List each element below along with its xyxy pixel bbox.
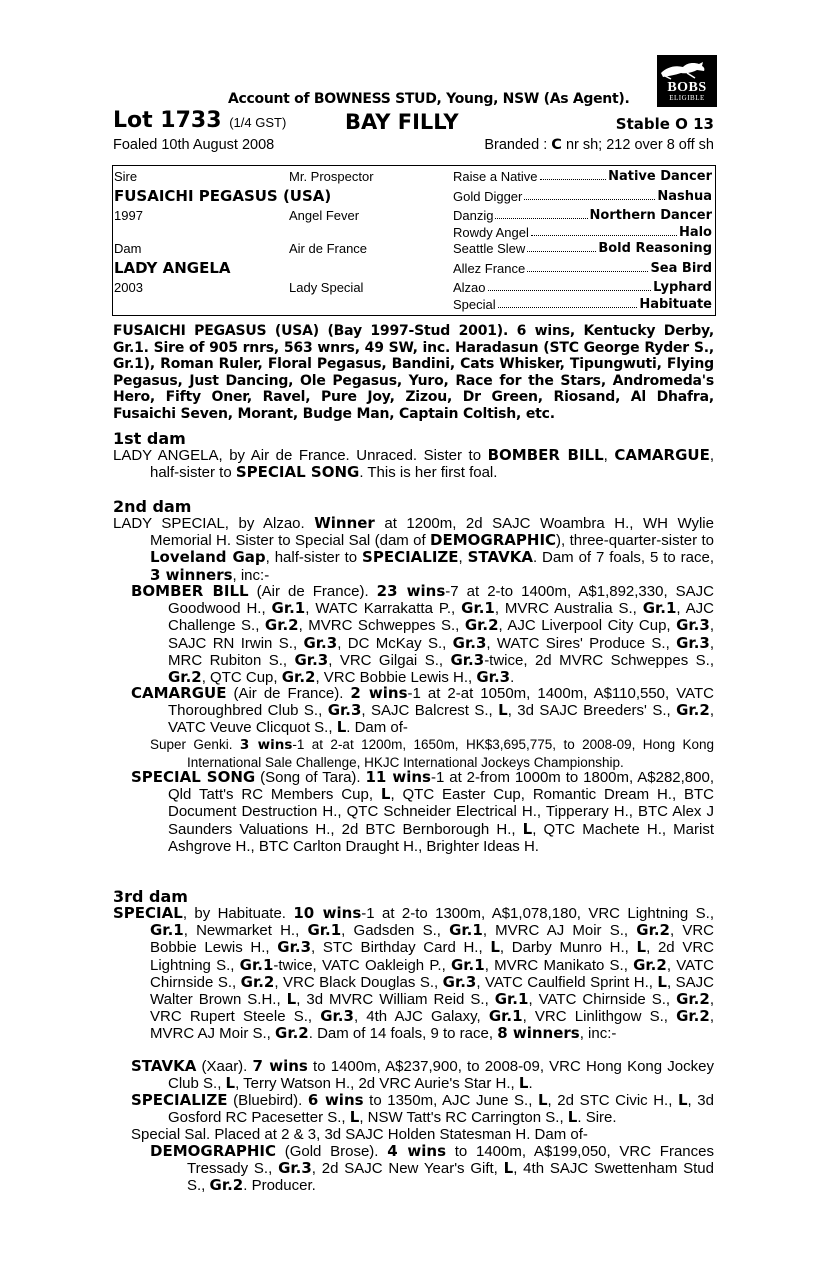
third-dam-heading: 3rd dam — [113, 887, 188, 906]
gp-right: Nashua — [657, 189, 712, 204]
dam-dam: Lady Special — [289, 280, 364, 295]
sire-dam: Angel Fever — [289, 208, 360, 223]
gp-right: Northern Dancer — [589, 208, 712, 223]
gp-left: Allez France — [453, 261, 526, 276]
gp-row — [453, 208, 712, 223]
stable: Stable O 13 — [615, 115, 714, 133]
lot-number — [113, 108, 286, 133]
gst-note: (1/4 GST) — [229, 115, 287, 130]
gp-row — [453, 297, 712, 312]
dam-label: Dam — [114, 241, 142, 256]
progeny-bomber-bill: BOMBER BILL (Air de France). 23 wins-7 at 2-to 1400m, A$1,892,330, SAJC Goodwood H., Gr.1, WATC Karrakatta P., Gr.1, MVRC Australia S., Gr.1, AJC Challenge S., Gr.2, MVRC Schweppes S., Gr.2, AJC Liverpool City Cup, Gr.3, SAJC RN Irwin S., Gr.3, DC McKay S., Gr.3, WATC Sires' Produce S., Gr.3, MRC Rubiton S., Gr.3, VRC Gilgai S., Gr.3-twice, 2d MVRC Schweppes S., Gr.2, QTC Cup, Gr.2, VRC Bobbie Lewis H., Gr.3. — [131, 582, 715, 687]
sire-name: FUSAICHI PEGASUS (USA) — [114, 187, 332, 205]
sire-label: Sire — [114, 169, 138, 184]
gp-row — [453, 280, 712, 295]
first-dam-heading: 1st dam — [113, 429, 186, 448]
first-dam-entry: LADY ANGELA, by Air de France. Unraced. Sister to BOMBER BILL, CAMARGUE, half-sister to SPECIAL SONG. This is her first foal. — [113, 446, 715, 482]
branded — [484, 137, 714, 153]
progeny-stavka: STAVKA (Xaar). 7 wins to 1400m, A$237,900, to 2008-09, VRC Hong Kong Jockey Club S., L, Terry Watson H., 2d VRC Aurie's Star H., L. — [131, 1057, 714, 1093]
progeny-special-song: SPECIAL SONG (Song of Tara). 11 wins-1 at 2-from 1000m to 1800m, A$282,800, Qld Tatt's RC Members Cup, L, QTC Easter Cup, Romantic Dream H., BTC Document Destruction H., QTC Schneider Electrical H., Tipperary H., BTC Alex J Saunders Valuations H., 2d BTC Bernborough H., L, QTC Machete H., Marist Ashgrove H., BTC Carlton Draught H., Brighter Ideas H. — [131, 768, 714, 855]
account-line: Account of BOWNESS STUD, Young, NSW (As Agent). — [228, 91, 630, 107]
horse-icon — [657, 59, 709, 81]
logo-text: BOBS — [667, 80, 707, 95]
second-dam-entry: LADY SPECIAL, by Alzao. Winner at 1200m, 2d SAJC Woambra H., WH Wylie Memorial H. Sister to Special Sal (dam of DEMOGRAPHIC), three-quarter-sister to Loveland Gap, half-sister to SPECIALIZE, STAVKA. Dam of 7 foals, 5 to race, 3 winners, inc:- — [113, 514, 714, 584]
sire-year: 1997 — [114, 208, 143, 223]
pedigree-table — [112, 165, 716, 316]
gp-left: Alzao — [453, 280, 486, 295]
progeny-specialize: SPECIALIZE (Bluebird). 6 wins to 1350m, AJC June S., L, 2d STC Civic H., L, 3d Gosford RC Pacesetter S., L, NSW Tatt's RC Carrington S., L. Sire. — [131, 1091, 714, 1127]
progeny-special-sal: Special Sal. Placed at 2 & 3, 3d SAJC Holden Statesman H. Dam of- — [131, 1126, 588, 1143]
logo-subtext: ELIGIBLE — [669, 94, 705, 102]
gp-left: Seattle Slew — [453, 241, 526, 256]
dam-name: LADY ANGELA — [114, 259, 231, 277]
branded-label: Branded : — [484, 137, 552, 153]
dam-sire: Air de France — [289, 241, 368, 256]
gp-left: Danzig — [453, 208, 494, 223]
gp-row — [453, 241, 712, 256]
gp-row — [453, 189, 712, 204]
gp-right: Halo — [678, 225, 712, 240]
lot-label: Lot 1733 — [113, 108, 222, 133]
sex-colour: BAY FILLY — [345, 110, 459, 134]
gp-left: Special — [453, 297, 496, 312]
gp-right: Sea Bird — [650, 261, 712, 276]
progeny-super-genki: Super Genki. 3 wins-1 at 2-at 1200m, 1650m, HK$3,695,775, to 2008-09, Hong Kong International Sale Challenge, HKJC International Jockeys Championship. — [150, 737, 715, 770]
sire-summary: FUSAICHI PEGASUS (USA) (Bay 1997-Stud 2001). 6 wins, Kentucky Derby, Gr.1. Sire of 905 rnrs, 563 wnrs, 49 SW, inc. Haradasun (STC George Ryder S., Gr.1), Roman Ruler, Floral Pegasus, Bandini, Cats Whisker, Tipungwuti, Flying Pegasus, Just Dancing, Ole Pegasus, Yuro, Race for the Stars, Andromeda's Hero, Fifty Oner, Ravel, Pure Joy, Zizou, Dr Green, Riosand, Al Dhafra, Fusaichi Seven, Morant, Budge Man, Captain Coltish, etc. — [113, 323, 714, 422]
gp-right: Lyphard — [653, 280, 712, 295]
dam-year: 2003 — [114, 280, 143, 295]
gp-left: Gold Digger — [453, 189, 523, 204]
gp-left: Rowdy Angel — [453, 225, 529, 240]
gp-row — [453, 225, 712, 240]
second-dam-heading: 2nd dam — [113, 497, 192, 516]
third-dam-entry: SPECIAL, by Habituate. 10 wins-1 at 2-to 1300m, A$1,078,180, VRC Lightning S., Gr.1, Newmarket H., Gr.1, Gadsden S., Gr.1, MVRC AJ Moir S., Gr.2, VRC Bobbie Lewis H., Gr.3, STC Birthday Card H., L, Darby Munro H., L, 2d VRC Lightning S., Gr.1-twice, VATC Oakleigh P., Gr.1, MVRC Manikato S., Gr.2, VATC Chirnside S., Gr.2, VRC Black Douglas S., Gr.3, VATC Caulfield Sprint H., L, SAJC Walter Brown S.H., L, 3d MVRC William Reid S., Gr.1, VATC Chirnside S., Gr.2, VRC Rupert Steele S., Gr.3, 4th AJC Galaxy, Gr.1, VRC Linlithgow S., Gr.2, MVRC AJ Moir S., Gr.2. Dam of 14 foals, 9 to race, 8 winners, inc:- — [113, 904, 715, 1043]
branded-text: nr sh; 212 over 8 off sh — [561, 137, 714, 153]
foaled-date: Foaled 10th August 2008 — [113, 137, 275, 153]
progeny-demographic: DEMOGRAPHIC (Gold Brose). 4 wins to 1400m, A$199,050, VRC Frances Tressady S., Gr.3, 2d SAJC New Year's Gift, L, 4th SAJC Swettenham Stud S., Gr.2. Producer. — [150, 1142, 714, 1195]
brand-mark: C — [551, 137, 562, 153]
bobs-eligible-logo — [657, 55, 717, 107]
gp-row — [453, 169, 712, 184]
sire-sire: Mr. Prospector — [289, 169, 374, 184]
gp-left: Raise a Native — [453, 169, 538, 184]
gp-right: Native Dancer — [608, 169, 712, 184]
gp-right: Habituate — [639, 297, 712, 312]
progeny-camargue: CAMARGUE (Air de France). 2 wins-1 at 2-at 1050m, 1400m, A$110,550, VATC Thoroughbred Club S., Gr.3, SAJC Balcrest S., L, 3d SAJC Breeders' S., Gr.2, VATC Veuve Clicquot S., L. Dam of- — [131, 684, 714, 737]
gp-right: Bold Reasoning — [598, 241, 712, 256]
gp-row — [453, 261, 712, 276]
